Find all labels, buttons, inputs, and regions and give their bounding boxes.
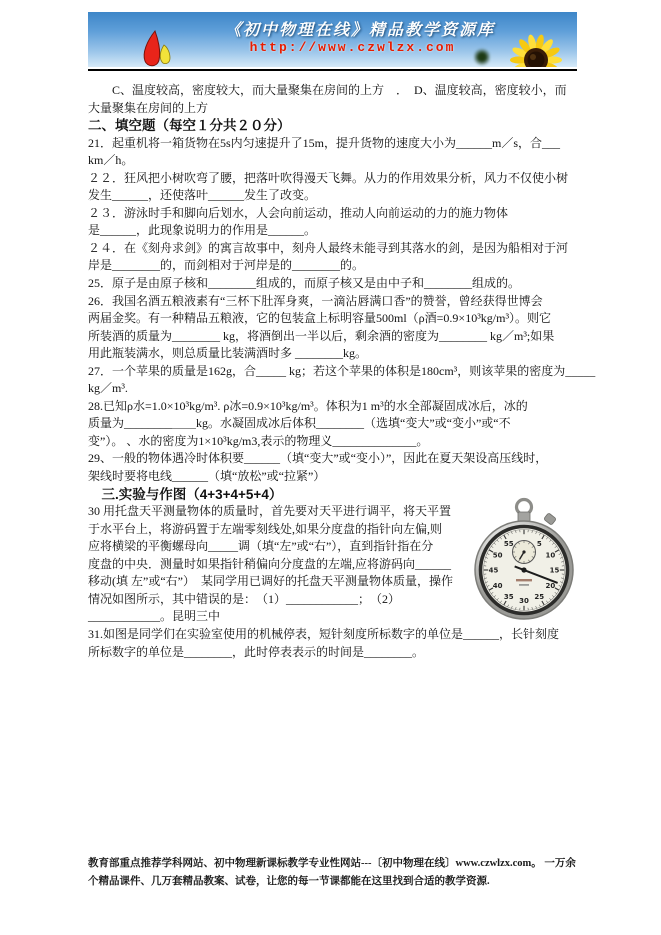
svg-text:25: 25	[534, 593, 545, 602]
text-line: 发生______，还使落叶______发生了改变。	[88, 188, 317, 203]
text-line: 度盘的中央．测量时如果指针稍偏向分度盘的左端,应将游码向______	[88, 556, 452, 571]
text-line: 所标数字的单位是________，此时停表表示的时间是________。	[88, 644, 425, 659]
stopwatch-side-button	[544, 513, 557, 525]
text-line: 两届金奖。有一种精品五粮液，它的包装盒上标明容量500ml（ρ酒=0.9×10³kg/m³）。则它	[88, 311, 552, 326]
text-line: 29、一般的物体遇冷时体积要______（填“变大”或“变小）”，因此在夏天架设高压线时，	[88, 451, 548, 466]
stopwatch-image	[467, 496, 581, 622]
text-line: ____________。昆明三中	[88, 609, 221, 624]
text-line: 于水平台上，将游码置于左端零刻线处,如果分度盘的指针向左偏,则	[88, 521, 443, 536]
text-line: 是______，此现象说明力的作用是______。	[88, 223, 317, 238]
text-line: 变”）。 、水的密度为1×10³kg/m3,表示的物理义______________。	[88, 433, 429, 448]
text-line: ２４．在《刻舟求剑》的寓言故事中，刻舟人最终未能寻到其落水的剑，是因为船相对于河	[88, 240, 569, 255]
text-line: 用此瓶装满水，则总质量比装满酒时多 ________kg。	[88, 346, 368, 361]
text-line: 31.如图是同学们在实验室使用的机械停表，短针刻度所标数字的单位是______，长针刻度	[88, 626, 560, 641]
section-heading: 二、填空题（每空１分共２０分）	[88, 118, 291, 134]
svg-text:10: 10	[545, 551, 556, 560]
text-line: 26．我国名酒五粮液素有“三杯下肚浑身爽，一滴沾唇满口香”的赞誉，曾经获得世博会	[88, 293, 543, 308]
text-line: 移动(填 左”或“右”） 某同学用已调好的托盘天平测量物体质量，操作	[88, 574, 453, 589]
svg-text:40: 40	[492, 581, 503, 590]
svg-text:45: 45	[488, 566, 499, 575]
text-line: 情况如图所示，其中错误的是： （1）____________； （2）	[88, 591, 401, 606]
site-title: 《初中物理在线》精品教学资源库	[224, 22, 495, 39]
text-line: 岸是________的，而剑相对于河岸是的________的。	[88, 258, 365, 273]
text-line: 28.已知ρ水=1.0×10³kg/m³. ρ冰=0.9×10³kg/m³。体积为1 m³的水全部凝固成冰后，冰的	[88, 398, 528, 413]
footer-line-1: 教育部重点推荐学科网站、初中物理新课标教学专业性网站---〔初中物理在线〕www.czwlzx.com。 一万余	[88, 858, 576, 869]
foliage-decoration	[474, 48, 490, 66]
sunflower-icon	[491, 26, 573, 67]
text-line: ２３．游泳时手和脚向后划水，人会向前运动，推动人向前运动的力的施力物体	[88, 205, 509, 220]
text-line: 21．起重机将一箱货物在5s内匀速提升了15m，提升货物的速度大小为______m／s，合___	[88, 135, 561, 150]
header-divider	[88, 69, 577, 71]
svg-text:20: 20	[545, 581, 556, 590]
svg-text:50: 50	[492, 551, 503, 560]
text-line: ２２．狂风把小树吹弯了腰，把落叶吹得漫天飞舞。从力的作用效果分析，风力不仅使小树	[88, 170, 569, 185]
text-line: kg／m³.	[88, 381, 128, 396]
stopwatch-subdial	[513, 541, 536, 564]
svg-text:55: 55	[503, 540, 514, 549]
page-footer	[88, 855, 577, 891]
footer-line-2: 个精品课件、几万套精品教案、试卷，让您的每一节课都能在这里找到合适的教学资源.	[88, 876, 490, 887]
svg-text:35: 35	[503, 593, 514, 602]
text-line: 质量为________＿＿kg。水凝固成冰后体积________（选填“变大”或“变小”或“不	[88, 416, 511, 431]
svg-text:30: 30	[519, 597, 529, 606]
site-logo-icon	[134, 29, 178, 67]
text-line: km／h。	[88, 153, 134, 168]
section-heading: 三.实验与作图（4+3+4+5+4）	[88, 486, 283, 502]
text-line: 30 用托盘天平测量物体的质量时，首先要对天平进行调平，将天平置	[88, 504, 452, 519]
svg-text:5: 5	[536, 540, 542, 549]
text-line: 25．原子是由原子核和________组成的，而原子核又是由中子和________组成的。	[88, 276, 521, 291]
site-url: http://www.czwlzx.com	[249, 40, 456, 55]
text-line: 架线时要将电线______（填“放松”或“拉紧”）	[88, 469, 326, 484]
header-banner	[88, 12, 577, 67]
text-line: 所装酒的质量为________ kg，将酒倒出一半以后，剩余酒的密度为________ kg／m³;如果	[88, 328, 555, 343]
svg-text:15: 15	[549, 566, 560, 575]
text-line: C、温度较高，密度较大，而大量聚集在房间的上方 ． D、温度较高，密度较小，而	[88, 83, 567, 97]
text-line: 应将横梁的平衡螺母向_____调（填“左”或“右”），直到指针指在分	[88, 539, 434, 554]
text-line: 27．一个苹果的质量是162g，合_____ kg；若这个苹果的体积是180cm³，则该苹果的密度为_____	[88, 363, 596, 378]
text-line: 大量聚集在房间的上方	[88, 100, 209, 115]
